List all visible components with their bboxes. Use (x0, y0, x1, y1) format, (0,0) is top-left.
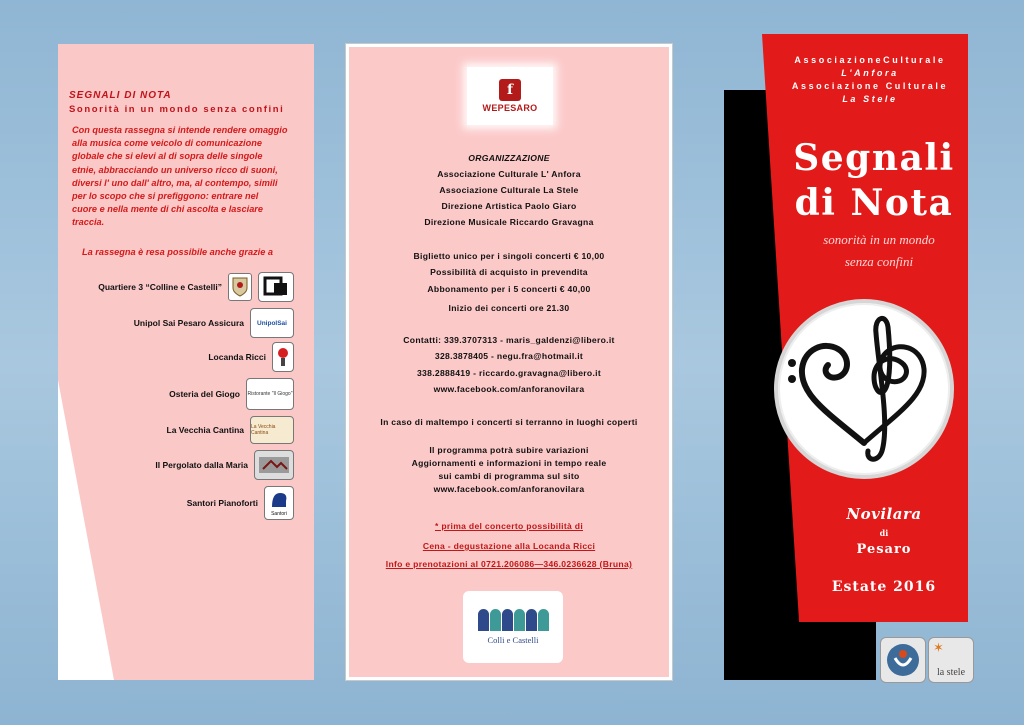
ticket-line: Possibilità di acquisto in prevendita (430, 267, 588, 277)
season-label: Estate 2016 (831, 579, 937, 595)
intro-line: etnie, abbracciando un universo ricco di suoni, (72, 164, 278, 175)
sponsor-logo: La Vecchia Cantina (250, 416, 294, 444)
cover-title-line: di Nota (794, 182, 954, 224)
colli-castelli-logo (463, 591, 563, 663)
sponsor-row (155, 450, 294, 480)
sponsor-name: Il Pergolato dalla Maria (155, 460, 248, 470)
colli-logo-text: Colli e Castelli (487, 635, 539, 645)
contact-line: 338.2888419 - riccardo.gravagna@libero.it (416, 368, 602, 378)
left-subtitle: Sonorità in un mondo senza confini (69, 104, 285, 115)
intro-paragraph (72, 124, 308, 230)
org-line: Associazione Culturale La Stele (439, 185, 579, 195)
ticket-line: Biglietto unico per i singoli concerti € 10,00 (413, 251, 605, 261)
org-line: Direzione Artistica Paolo Giaro (441, 201, 577, 211)
contact-line: Contatti: 339.3707313 - maris_galdenzi@libero.it (403, 335, 615, 345)
dinner-line: * prima del concerto possibilità di (434, 521, 584, 531)
cover-title-line: Segnali (793, 137, 955, 179)
la-stele-logo (928, 637, 974, 683)
wepesaro-logo (467, 67, 553, 125)
clef-heart-emblem (774, 299, 954, 479)
middle-panel (346, 44, 672, 680)
intro-line: Con questa rassegna si intende rendere omaggio (72, 125, 288, 135)
star-icon: ✶ (933, 640, 944, 655)
sponsor-crest-logo (228, 273, 252, 301)
sponsor-row (98, 272, 294, 302)
assoc-line: Associazione Culturale (791, 81, 949, 91)
place-name: Novilara (846, 505, 922, 523)
left-panel (58, 44, 314, 680)
sponsor-row (167, 416, 294, 444)
wepesaro-name: WEPESARO (482, 103, 538, 113)
intro-line: cuore e nella mente di chi ascolta e lasciare (72, 204, 263, 215)
sponsor-name: Osteria del Giogo (169, 389, 240, 399)
org-line: Direzione Musicale Riccardo Gravagna (424, 217, 594, 227)
intro-line: per lo scopo che si prefiggono: entrare nel (72, 191, 259, 202)
facebook-link[interactable]: www.facebook.com/anforanovilara (433, 384, 585, 394)
la-stele-logo-text: la stele (936, 667, 966, 678)
intro-line: traccia. (72, 217, 105, 228)
city-name: Pesaro (856, 542, 912, 557)
contact-line: 328.3878405 - negu.fra@hotmail.it (434, 351, 584, 361)
sponsor-row (169, 378, 294, 410)
sponsor-name: Quartiere 3 “Colline e Castelli” (98, 282, 222, 292)
thanks-line: La rassegna è resa possibile anche grazie a (82, 247, 273, 257)
ticket-line: Inizio dei concerti ore 21.30 (448, 303, 570, 313)
sponsor-row (208, 342, 294, 372)
facebook-link[interactable]: www.facebook.com/anforanovilara (433, 484, 585, 494)
dinner-line: Cena - degustazione alla Locanda Ricci (422, 541, 596, 551)
sponsor-name: La Vecchia Cantina (166, 425, 244, 435)
place-connector: di (879, 528, 889, 538)
left-title: SEGNALI DI NOTA (69, 90, 172, 101)
sponsor-logo (272, 342, 294, 372)
intro-line: diversi l' uno dall' altro, ma, al contempo, simili (72, 177, 278, 188)
sponsor-logo: UnipolSai (250, 308, 294, 338)
wepesaro-mark: f (499, 79, 521, 101)
sponsor-logo: Ristorante "Il Giogo" (246, 378, 294, 410)
program-line: Il programma potrà subire variazioni (429, 445, 589, 455)
sponsor-logo (258, 272, 294, 302)
clef-heart-icon (778, 303, 950, 475)
sponsor-row (134, 308, 294, 338)
ticket-line: Abbonamento per i 5 concerti € 40,00 (427, 284, 591, 294)
sponsor-logo (254, 450, 294, 480)
anfora-logo (880, 637, 926, 683)
sponsor-name: Locanda Ricci (208, 352, 266, 362)
sponsor-logo-text: Santori (271, 511, 287, 517)
decorative-wedge (58, 380, 114, 680)
weather-note: In caso di maltempo i concerti si terranno in luoghi coperti (380, 417, 638, 427)
assoc-line: AssociazioneCulturale (794, 55, 946, 65)
sponsor-logo (264, 486, 294, 520)
assoc-line: La Stele (842, 94, 898, 104)
sponsor-name: Santori Pianoforti (186, 498, 258, 508)
cover-subtitle-line: senza confini (844, 254, 914, 269)
intro-line: alla musica come veicolo di comunicazione (72, 138, 262, 149)
org-line: Associazione Culturale L' Anfora (437, 169, 581, 179)
program-line: Aggiornamenti e informazioni in tempo reale (411, 458, 607, 468)
intro-line: globale che si elevi al di sopra delle singole (72, 151, 263, 162)
cover-subtitle-line: sonorità in un mondo (823, 232, 935, 247)
org-heading: ORGANIZZAZIONE (468, 153, 550, 163)
sponsor-name: Unipol Sai Pesaro Assicura (133, 318, 244, 328)
program-line: sui cambi di programma sul sito (438, 471, 580, 481)
assoc-line: L'Anfora (841, 68, 899, 78)
arches-icon (478, 609, 549, 631)
sponsor-row (187, 486, 294, 520)
dinner-line: Info e prenotazioni al 0721.206086—346.0236628 (Bruna) (385, 559, 633, 569)
